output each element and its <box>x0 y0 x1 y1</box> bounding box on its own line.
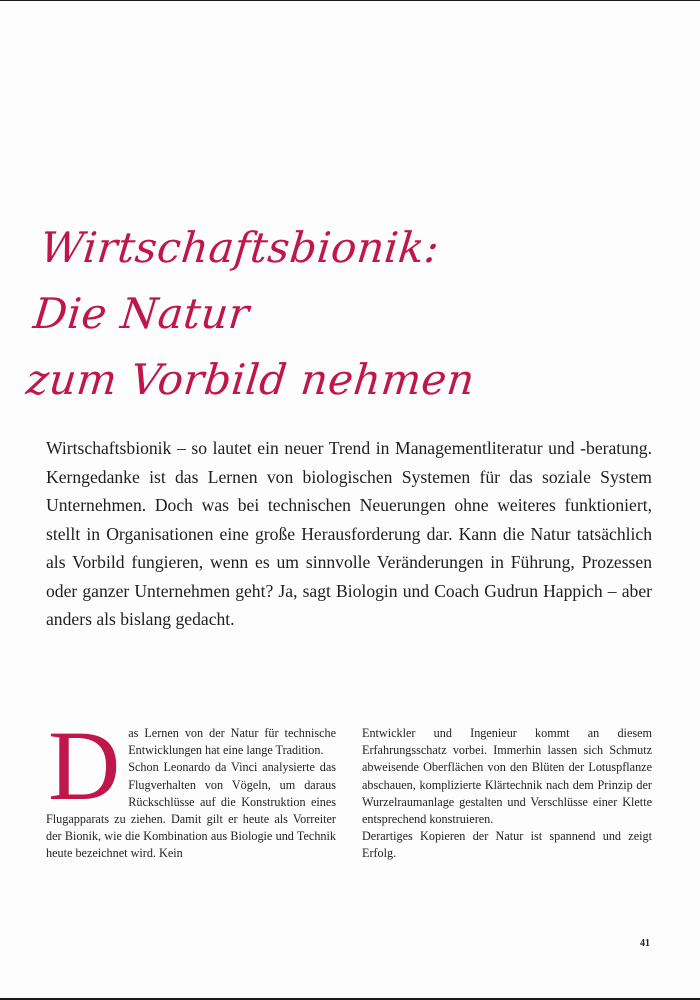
title-line-3: zum Vorbild nehmen <box>24 355 478 404</box>
body-columns <box>46 710 652 863</box>
page-top-edge <box>0 0 700 1</box>
left-paragraph-1-text: as Lernen von der Natur für technische Entwicklungen hat eine lange Tradition. <box>128 726 336 758</box>
lead-paragraph: Wirtschaftsbionik – so lautet ein neuer Trend in Managementliteratur und -beratung. Kerngedanke ist das Lernen von biologischen Systemen für das soziale System Unternehmen. Doch was bei technischen Neuerungen ohne weiteres funktioniert, stellt in Organisationen eine große Herausforderung dar. Kann die Natur tatsächlich als Vorbild fungieren, wenn es um sinnvolle Veränderungen in Führung, Prozessen oder ganzer Unternehmen geht? Ja, sagt Biologin und Coach Gudrun Happich – aber anders als bislang gedacht. <box>46 438 652 629</box>
drop-cap: D <box>48 710 121 821</box>
title-line-2: Die Natur <box>31 289 252 338</box>
title-line-1: Wirtschaftsbionik: <box>38 223 442 272</box>
left-paragraph-2: Schon Leonardo da Vinci analysierte das Flugverhalten von Vögeln, um daraus Rückschlüsse auf die Konstruktion eines Flugapparats zu ziehen. Damit gilt er heute als Vorreiter der Bionik, wie die Kombination aus Biologie und Technik heute bezeichnet wird. Kein <box>46 760 336 861</box>
left-column <box>46 710 336 863</box>
right-column <box>362 725 652 863</box>
page-number: 41 <box>640 938 650 949</box>
article-title <box>23 215 604 413</box>
right-paragraph-2: Derartiges Kopieren der Natur ist spannend und zeigt Erfolg. <box>362 829 652 861</box>
right-paragraph-1: Entwickler und Ingenieur kommt an diesem Erfahrungsschatz vorbei. Immerhin lassen sich Schmutz abweisende Oberflächen von den Blüten der Lotuspflanze abschauen, komplizierte Klärtechnik nach dem Prinzip der Wurzelraumanlage gestalten und Verschlüsse einer Klette entsprechend konstruieren. <box>362 726 652 827</box>
